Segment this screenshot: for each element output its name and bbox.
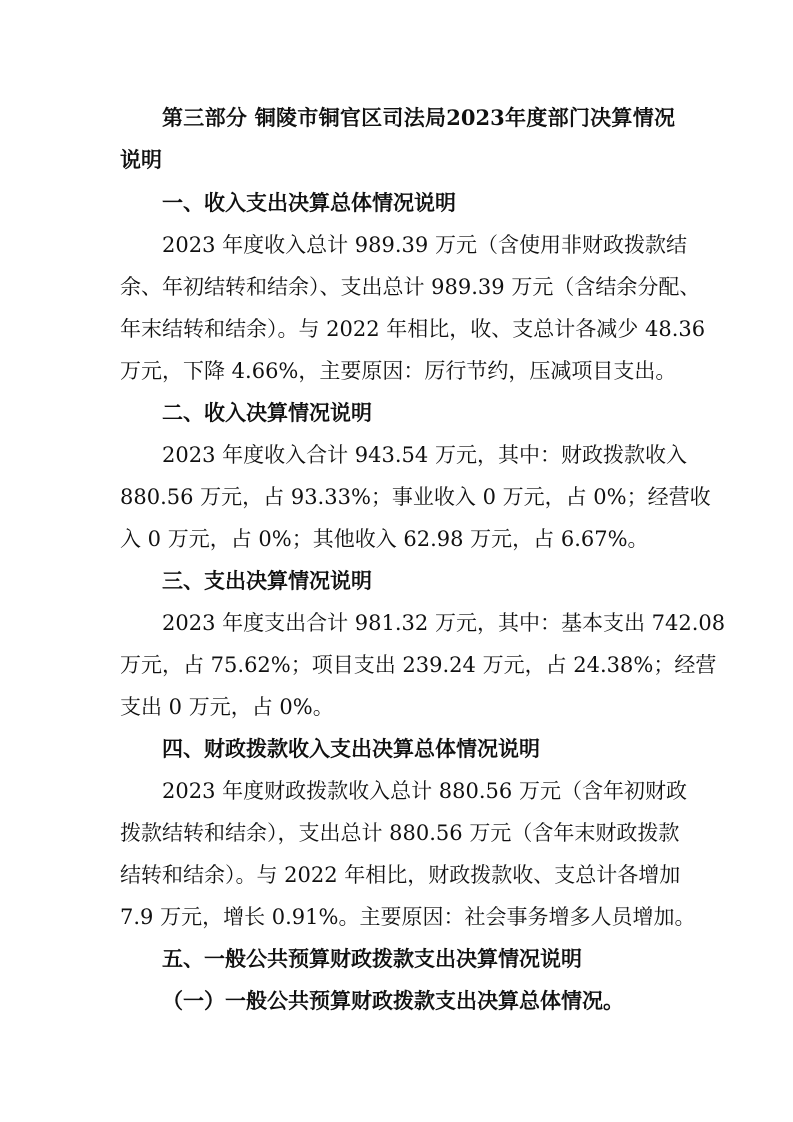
- section-1-line-3: 年末结转和结余）。与 2022 年相比，收、支总计各减少 48.36: [120, 317, 706, 341]
- section-3-line-3: 支出 0 万元，占 0%。: [120, 695, 334, 719]
- section-2-line-2: 880.56 万元，占 93.33%；事业收入 0 万元，占 0%；经营收: [120, 485, 711, 509]
- section-heading-5: 五、一般公共预算财政拨款支出决算情况说明: [162, 946, 582, 971]
- document-title-line-2: 说明: [120, 147, 162, 172]
- section-2-line-3: 入 0 万元，占 0%；其他收入 62.98 万元，占 6.67%。: [120, 527, 649, 551]
- section-2-line-1: 2023 年度收入合计 943.54 万元，其中：财政拨款收入: [162, 443, 687, 467]
- section-1-line-1: 2023 年度收入总计 989.39 万元（含使用非财政拨款结: [162, 233, 687, 257]
- section-heading-1: 一、收入支出决算总体情况说明: [162, 190, 456, 215]
- section-1-line-2: 余、年初结转和结余）、支出总计 989.39 万元（含结余分配、: [120, 275, 701, 299]
- section-4-line-3: 结转和结余）。与 2022 年相比，财政拨款收、支总计各增加: [120, 863, 681, 887]
- section-3-line-1: 2023 年度支出合计 981.32 万元，其中：基本支出 742.08: [162, 611, 726, 635]
- section-1-line-4: 万元，下降 4.66%，主要原因：厉行节约，压减项目支出。: [120, 359, 677, 383]
- section-4-line-4: 7.9 万元，增长 0.91%。主要原因：社会事务增多人员增加。: [120, 905, 696, 929]
- section-4-line-1: 2023 年度财政拨款收入总计 880.56 万元（含年初财政: [162, 779, 687, 803]
- section-heading-4: 四、财政拨款收入支出决算总体情况说明: [162, 736, 540, 761]
- section-4-line-2: 拨款结转和结余），支出总计 880.56 万元（含年末财政拨款: [120, 821, 680, 845]
- section-heading-2: 二、收入决算情况说明: [162, 400, 372, 425]
- section-5-subheading: （一）一般公共预算财政拨款支出决算总体情况。: [162, 988, 624, 1013]
- document-title-line-1: 第三部分 铜陵市铜官区司法局2023年度部门决算情况: [162, 105, 675, 130]
- section-heading-3: 三、支出决算情况说明: [162, 568, 372, 593]
- section-3-line-2: 万元，占 75.62%；项目支出 239.24 万元，占 24.38%；经营: [120, 653, 717, 677]
